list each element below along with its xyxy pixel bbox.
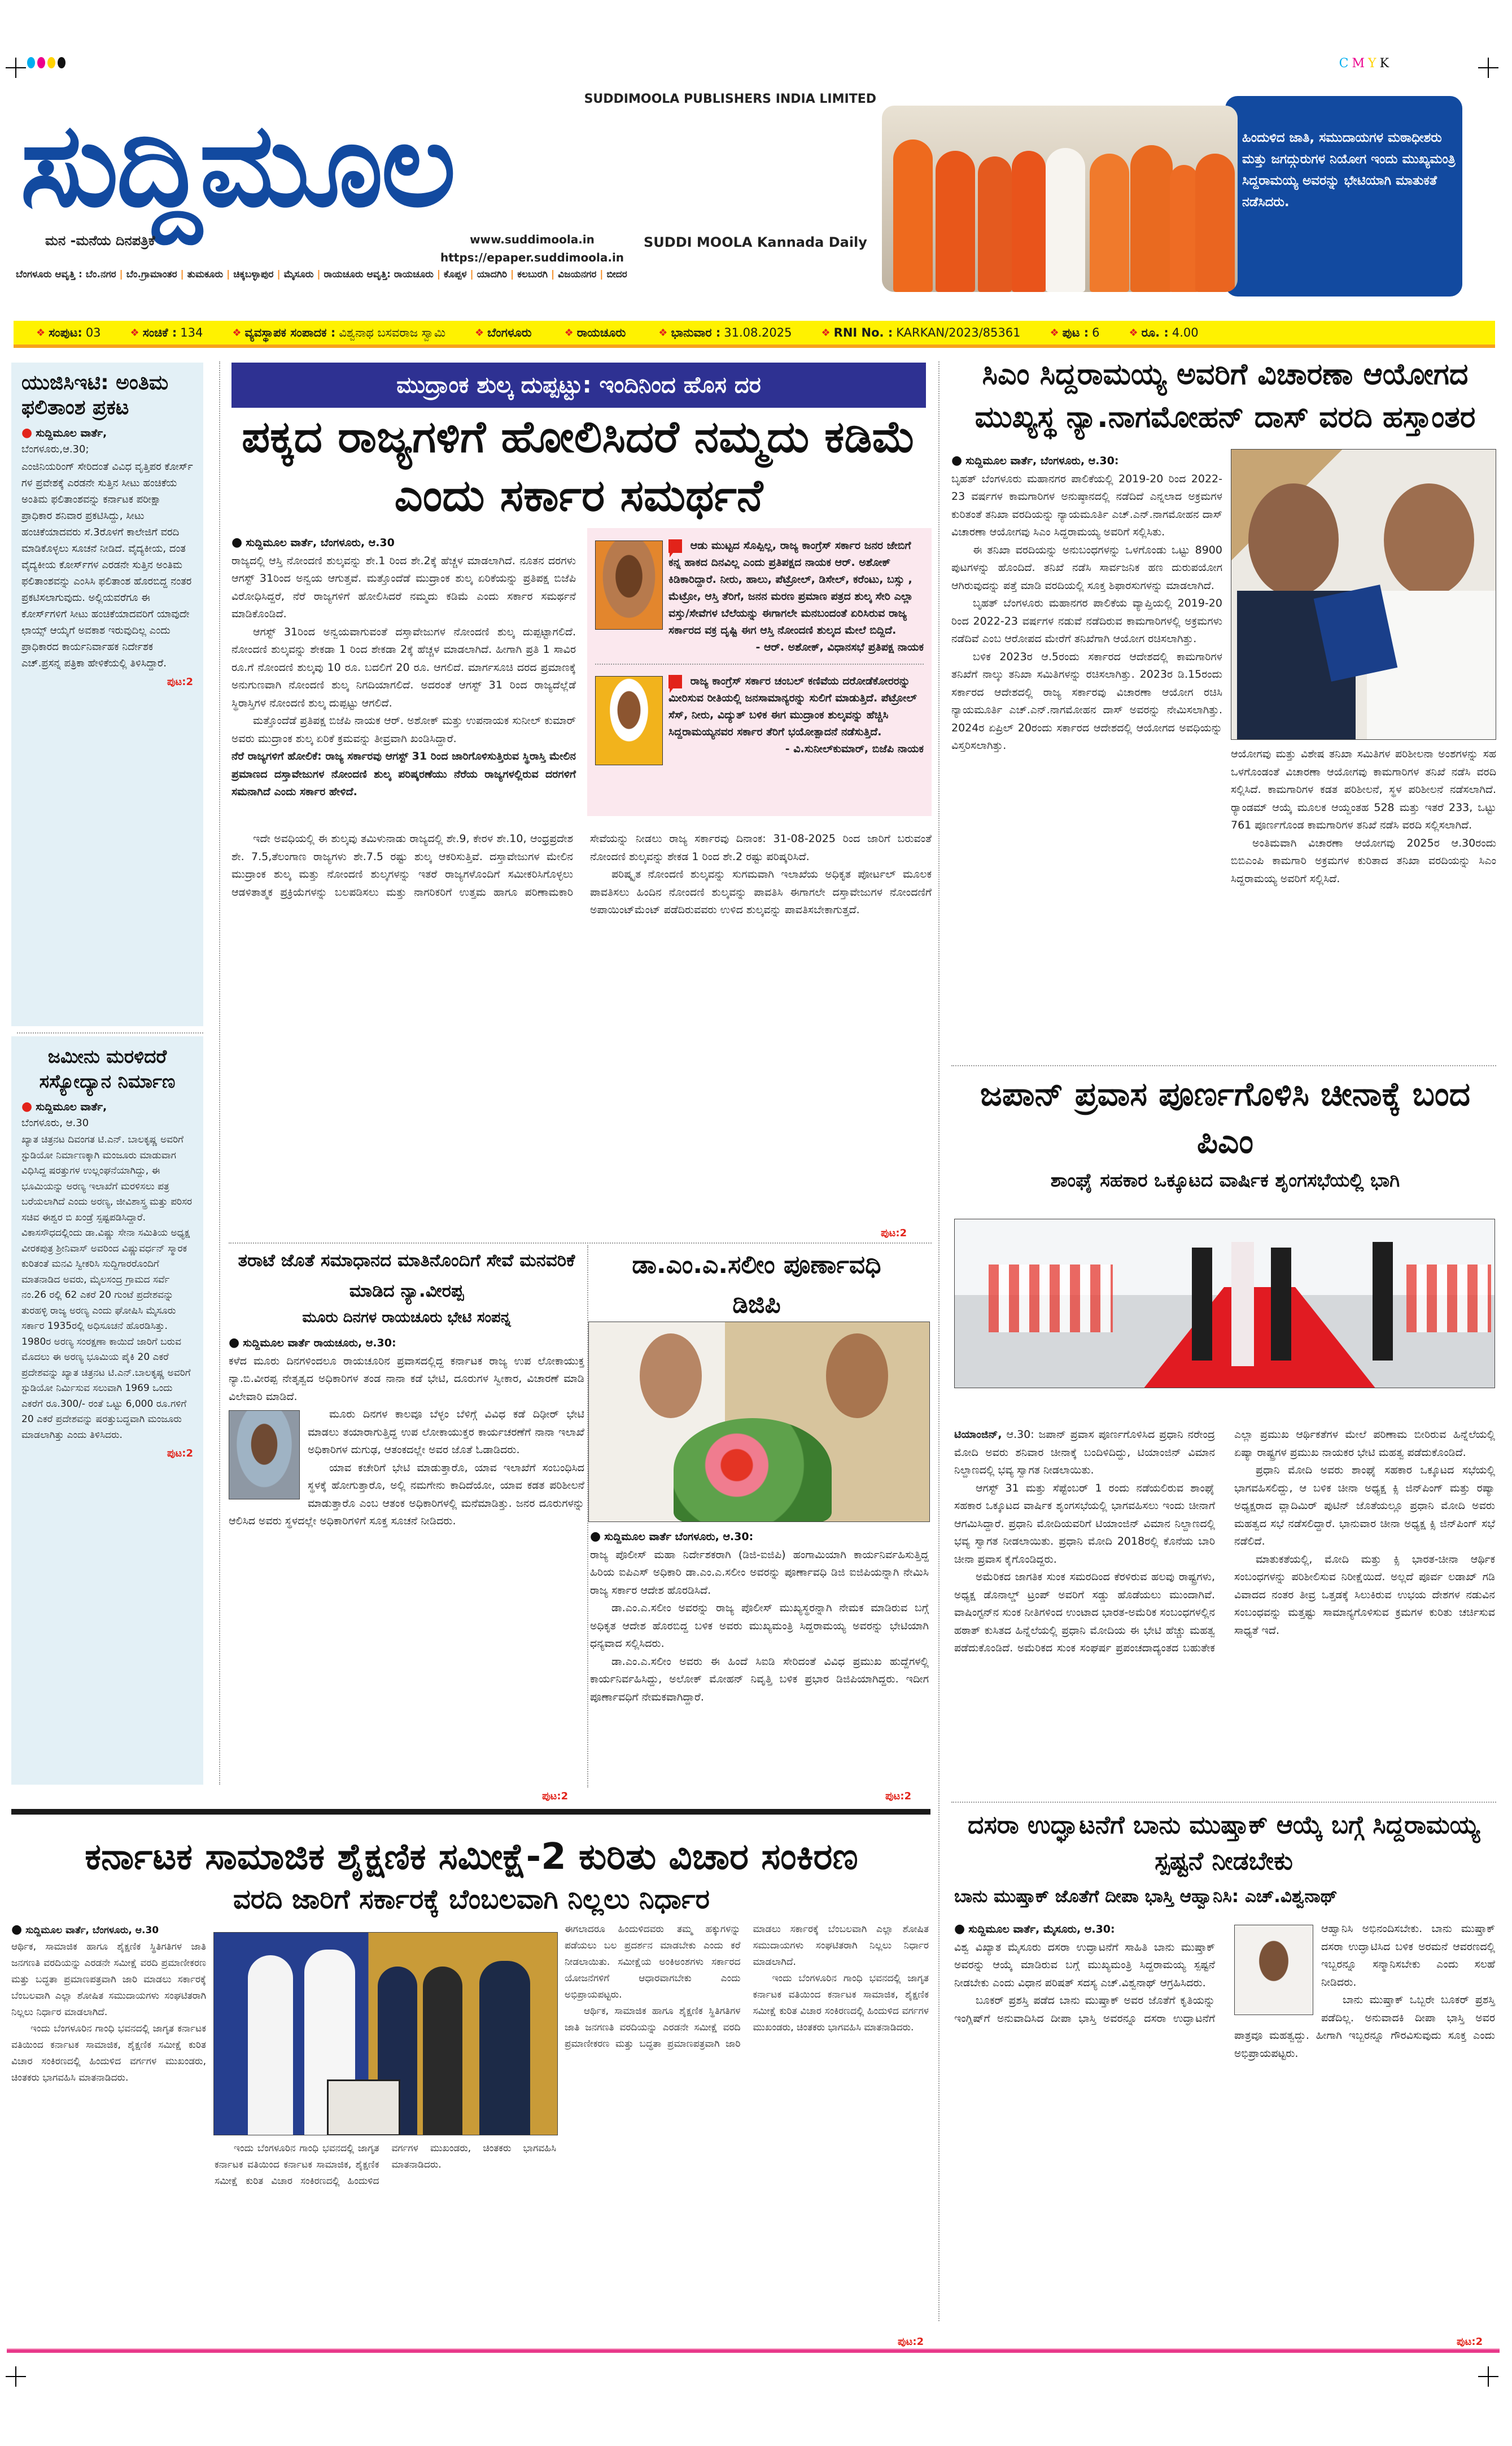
paragraph: ರಾಜ್ಯದಲ್ಲಿ ಆಸ್ತಿ ನೋಂದಣಿ ಶುಲ್ಕವನ್ನು ಶೇ.1 ರಿಂದ ಶೇ.2ಕ್ಕೆ ಹೆಚ್ಚಳ ಮಾಡಲಾಗಿದೆ. ನೂತನ ದರಗಳು ಆಗಸ್ಟ್ 31ರಿಂದ ಅನ್ವಯ ಆಗುತ್ತವೆ. ಮತ್ತೊಂದೆಡೆ ಮುದ್ರಾಂಕ ಶುಲ್ಕ ಏರಿಕೆಯನ್ನು ಪ್ರತಿಪಕ್ಷ ಬಿಜೆಪಿ ವಿರೋಧಿಸಿದ್ದರೆ, ನೆರೆ ರಾಜ್ಯಗಳಿಗೆ ಹೋಲಿಸಿದರೆ ನಮ್ಮದು ಕಡಿಮೆ ಎಂದು ಸರ್ಕಾರ ಸಮರ್ಥನೆ ಮಾಡಿಕೊಂಡಿದೆ.: [231, 554, 576, 620]
dateline: ಬೆಂಗಳೂರು,ಆ.30;: [21, 443, 89, 455]
paragraph: ಬೂಕರ್ ಪ್ರಶಸ್ತಿ ಪಡೆದ ಬಾನು ಮುಷ್ತಾಕ್ ಅವರ ಜೊತೆಗೆ ಕೃತಿಯನ್ನು ಇಂಗ್ಲಿಷ್‌ಗೆ ಅನುವಾದಿಸಿದ ದೀಪಾ ಭಾಸ್ತಿ ಅವರನ್ನೂ ದಸರಾ ಉದ್ಘಾಟನೆಗೆ ಆಹ್ವಾನಿಸಿ ಅಭಿನಂದಿಸಬೇಕು. ಬಾನು ಮುಷ್ತಾಕ್ ದಸರಾ ಉದ್ಘಾಟಿಸಿದ ಬಳಿಕ ಅರಮನೆ ಆವರಣದಲ್ಲಿ ಇಬ್ಬರನ್ನೂ ಸನ್ಮಾನಿಸಬೇಕು ಎಂದು ಸಲಹೆ ನೀಡಿದರು.: [954, 1922, 1495, 2025]
continued-link[interactable]: ಪುಟ:2: [167, 1447, 193, 1459]
paragraph: ಇದೇ ಅವಧಿಯಲ್ಲಿ ಈ ಶುಲ್ಕವು ತಮಿಳುನಾಡು ರಾಜ್ಯದಲ್ಲಿ ಶೇ.9, ಕೇರಳ ಶೇ.10, ಆಂಧ್ರಪ್ರದೇಶ ಶೇ. 7.5,ತೆಲಂಗಾಣ ರಾಜ್ಯಗಳು ಶೇ.7.5 ರಷ್ಟು ಶುಲ್ಕ ಆಕರಿಸುತ್ತಿವೆ. ದಸ್ತಾವೇಜುಗಳ ಮೇಲಿನ ಮುದ್ರಾಂಕ ಶುಲ್ಕ ಮತ್ತು ನೋಂದಣಿ ಶುಲ್ಕಗಳನ್ನು ಇತರೆ ರಾಜ್ಯಗಳೊಂದಿಗೆ ಸಮೀಕರಿಸಿಗೊಳ್ಳಲು ಆಡಳಿತಾತ್ಮಕ ಪ್ರಕ್ರಿಯೆಗಳನ್ನು ಬಲಪಡಿಸಲು ಮತ್ತು ನಾಗರಿಕರಿಗೆ ಉತ್ತಮ ಹಾಗೂ ಪರಿಣಾಮಕಾರಿ ಸೇವೆಯನ್ನು ನೀಡಲು ರಾಜ್ಯ ಸರ್ಕಾರವು ದಿನಾಂಕ: 31-08-2025 ರಿಂದ ಜಾರಿಗೆ ಬರುವಂತೆ ನೋಂದಣಿ ಶುಲ್ಕವನ್ನು ಶೇಕಡ 1 ರಿಂದ ಶೇ.2 ರಷ್ಟು ಪರಿಷ್ಕರಿಸಿದೆ.: [231, 832, 932, 899]
paragraph: ಆರ್ಥಿಕ, ಸಾಮಾಜಿಕ ಹಾಗೂ ಶೈಕ್ಷಣಿಕ ಸ್ಥಿತಿಗತಿಗಳ ಜಾತಿ ಜನಗಣತಿ ವರದಿಯನ್ನು ಎರಡನೇ ಸಮೀಕ್ಷೆ ವರದಿ ಪ್ರಮಾಣೀಕರಣ ಮತ್ತು ಬದ್ಧತಾ ಪ್ರಮಾಣಪತ್ರವಾಗಿ ಜಾರಿ ಮಾಡಲು ಸರ್ಕಾರಕ್ಕೆ ಬೆಂಬಲವಾಗಿ ಎಲ್ಲಾ ಶೋಷಿತ ಸಮುದಾಯಗಳು ಸಂಘಟಿತರಾಗಿ ನಿಲ್ಲಲು ನಿರ್ಧಾರ ಮಾಡಲಾಗಿದೆ.: [11, 1941, 206, 2018]
paragraph: ನೆರೆ ರಾಜ್ಯಗಳಿಗೆ ಹೋಲಿಕೆ: ರಾಜ್ಯ ಸರ್ಕಾರವು ಆಗಸ್ಟ್ 31 ರಿಂದ ಜಾರಿಗೊಳಿಸುತ್ತಿರುವ ಸ್ಥಿರಾಸ್ತಿ ಮೇಲಿನ ಪ್ರಮಾಣದ ದಸ್ತಾವೇಜುಗಳ ನೋಂದಣಿ ಶುಲ್ಕ ಪರಿಷ್ಕರಣೆಯು ನೆರೆಯ ರಾಜ್ಯಗಳಲ್ಲಿರುವ ದರಗಳಿಗೆ ಸಮನಾಗಿದೆ ಎಂದು ಸರ್ಕಾರ ಹೇಳಿದೆ.: [231, 750, 576, 798]
photo-justice-veerappa[interactable]: [229, 1410, 300, 1499]
ink-dot-black: [58, 57, 65, 68]
sidebar-divider: [17, 1032, 203, 1034]
info-label: RNI No. :: [833, 326, 893, 339]
ear-photo-seers-meet-cm[interactable]: [882, 106, 1238, 292]
bullet-icon: ●: [231, 535, 243, 550]
info-value: ವಿಶ್ವನಾಥ ಬಸವರಾಜ ಸ್ವಾಮಿ: [339, 325, 446, 339]
edition-separator: |: [507, 269, 518, 280]
speech-flag-icon: [668, 675, 682, 688]
diamond-bullet-icon: ❖: [232, 326, 242, 339]
paragraph: ಆಗಸ್ಟ್ 31ರಿಂದ ಅನ್ವಯವಾಗುವಂತೆ ದಸ್ತಾವೇಜುಗಳ ನೋಂದಣಿ ಶುಲ್ಕ ದುಪ್ಪಟ್ಟಾಗಲಿದೆ. ನೋಂದಣಿ ಶುಲ್ಕವನ್ನು ಶೇಕಡಾ 1 ರಿಂದ ಶೇಕಡಾ 2ಕ್ಕೆ ಹೆಚ್ಚಳ ಮಾಡಲಾಗಿದೆ. ಹೀಗಾಗಿ ಪ್ರತಿ 1 ಸಾವಿರ ರೂ.ಗೆ ನೋಂದಣಿ ಶುಲ್ಕವು 10 ರೂ. ಬದಲಿಗೆ 20 ರೂ. ಆಗಲಿದೆ. ಮಾರ್ಗಸೂಚಿ ದರದ ಪ್ರಮಾಣಕ್ಕೆ ಅನುಗುಣವಾಗಿ ನೋಂದಣಿ ಶುಲ್ಕ ನಿಗದಿಯಾಗಲಿದೆ. ಅದರಂತೆ ಆಗಸ್ಟ್ 31 ರಿಂದ ರಾಜ್ಯದೆಲ್ಲೆಡೆ ಸ್ಥಿರಾಸ್ತಿಗಳ ನೋಂದಣಿ ಶುಲ್ಕ ದುಪ್ಪಟ್ಟು ಆಗಲಿದೆ.: [231, 625, 576, 709]
section-divider: [229, 1242, 932, 1244]
sidebar-headline[interactable]: ಯುಜಿಸಿಇಟಿ: ಅಂತಿಮ ಫಲಿತಾಂಶ ಪ್ರಕಟ: [21, 371, 169, 419]
edition-item: ಕೊಪ್ಪಳ: [444, 269, 467, 280]
paragraph: ಇಂದು ಬೆಂಗಳೂರಿನ ಗಾಂಧಿ ಭವನದಲ್ಲಿ ಜಾಗೃತ ಕರ್ನಾಟಕ ವತಿಯಿಂದ ಕರ್ನಾಟಕ ಸಾಮಾಜಿಕ, ಶೈಕ್ಷಣಿಕ ಸಮೀಕ್ಷೆ ಕುರಿತ ವಿಚಾರ ಸಂಕಿರಣದಲ್ಲಿ ಹಿಂದುಳಿದ ವರ್ಗಗಳ ಮುಖಂಡರು, ಚಿಂತಕರು ಭಾಗವಹಿಸಿ ಮಾತನಾಡಿದರು.: [11, 2023, 206, 2083]
continued-link[interactable]: ಪುಟ:2: [881, 1227, 907, 1239]
edition-item: ವಿಜಯನಗರ: [558, 269, 597, 280]
photo-h-vishwanath[interactable]: [1234, 1925, 1313, 2015]
edition-item: ಮೈಸೂರು: [283, 269, 314, 280]
bullet-icon: ●: [590, 1529, 601, 1544]
paragraph: ವಿಶ್ವ ವಿಖ್ಯಾತ ಮೈಸೂರು ದಸರಾ ಉದ್ಘಾಟನೆಗೆ ಸಾಹಿತಿ ಬಾನು ಮುಷ್ತಾಕ್ ಅವರನ್ನು ಆಯ್ಕೆ ಮಾಡಿರುವ ಬಗ್ಗೆ ಮುಖ್ಯಮಂತ್ರಿ ಸಿದ್ದರಾಮಯ್ಯ ಸ್ಪಷ್ಟನೆ ನೀಡಬೇಕು ಎಂದು ವಿಧಾನ ಪರಿಷತ್ ಸದಸ್ಯ ಎಚ್.ವಿಶ್ವನಾಥ್ ಆಗ್ರಹಿಸಿದರು.: [954, 1941, 1215, 1989]
continued-link[interactable]: ಪುಟ:2: [542, 1790, 569, 1802]
veerappa-headline[interactable]: ತರಾಟೆ ಜೊತೆ ಸಮಾಧಾನದ ಮಾತಿನೊಂದಿಗೆ ಸೇವೆ ಮನವರಿಕೆ ಮಾಡಿದ ನ್ಯಾ.ವೀರಪ್ಪ: [238, 1250, 575, 1301]
website-link[interactable]: www.suddimoola.in: [470, 233, 595, 246]
info-label: ಸಂಚಿಕೆ :: [142, 325, 177, 339]
quote-divider: [595, 664, 924, 665]
lead-headline[interactable]: ಪಕ್ಕದ ರಾಜ್ಯಗಳಿಗೆ ಹೋಲಿಸಿದರೆ ನಮ್ಮದು ಕಡಿಮೆ ಎಂದು ಸರ್ಕಾರ ಸಮರ್ಥನೆ: [242, 412, 916, 521]
speech-flag-icon: [668, 539, 682, 553]
paragraph: ಮತ್ತೊಂದೆಡೆ ಪ್ರತಿಪಕ್ಷ ಬಿಜೆಪಿ ನಾಯಕ ಆರ್. ಅಶೋಕ್ ಮತ್ತು ಉಪನಾಯಕ ಸುನೀಲ್ ಕುಮಾರ್ ಅವರು ಮುದ್ರಾಂಕ ಶುಲ್ಕ ಏರಿಕೆ ಕ್ರಮವನ್ನು ತೀವ್ರವಾಗಿ ಖಂಡಿಸಿದ್ದಾರೆ.: [231, 714, 576, 745]
edition-separator: |: [466, 269, 477, 280]
continued-link[interactable]: ಪುಟ:2: [1457, 2336, 1483, 2348]
paragraph: ಇಂದು ಬೆಂಗಳೂರಿನ ಗಾಂಧಿ ಭವನದಲ್ಲಿ ಜಾಗೃತ ಕರ್ನಾಟಕ ವತಿಯಿಂದ ಕರ್ನಾಟಕ ಸಾಮಾಜಿಕ, ಶೈಕ್ಷಣಿಕ ಸಮೀಕ್ಷೆ ಕುರಿತ ವಿಚಾರ ಸಂಕಿರಣದಲ್ಲಿ ಹಿಂದುಳಿದ ವರ್ಗಗಳ ಮುಖಂಡರು, ಚಿಂತಕರು ಭಾಗವಹಿಸಿ ಮಾತನಾಡಿದರು.: [753, 1973, 929, 2033]
byline: ● ಸುದ್ದಿಮೂಲ ವಾರ್ತೆ ರಾಯಚೂರು, ಆ.30:: [229, 1336, 396, 1350]
continued-link[interactable]: ಪುಟ:2: [898, 2336, 924, 2348]
dgp-article-body: [590, 1528, 929, 1706]
info-item: [1050, 326, 1099, 340]
photo-report-handover[interactable]: [1231, 449, 1496, 740]
paragraph: ರಾಜ್ಯ ಪೊಲೀಸ್ ಮಹಾ ನಿರ್ದೇಶಕರಾಗಿ (ಡಿಜಿ-ಐಜಿಪಿ) ಹಂಗಾಮಿಯಾಗಿ ಕಾರ್ಯನಿರ್ವಹಿಸುತ್ತಿದ್ದ ಹಿರಿಯ ಐಪಿಎಸ್ ಅಧಿಕಾರಿ ಡಾ.ಎಂ.ಎ.ಸಲೀಂ ಅವರನ್ನು ಪೂರ್ಣಾವಧಿ ಡಿಜಿ ಐಜಿಪಿಯನ್ನಾಗಿ ನೇಮಿಸಿ ರಾಜ್ಯ ಸರ್ಕಾರ ಆದೇಶ ಹೊರಡಿಸಿದೆ.: [590, 1548, 929, 1597]
paragraph: ಬೃಹತ್ ಬೆಂಗಳೂರು ಮಹಾನಗರ ಪಾಲಿಕೆಯ ವ್ಯಾಪ್ತಿಯಲ್ಲಿ 2019-20 ರಿಂದ 2022-23 ವರ್ಷಗಳ ನಡುವೆ ನಡೆದಿರುವ ಕಾಮಗಾರಿಗಳಲ್ಲಿ ಅಕ್ರಮಗಳು ನಡೆದಿವೆ ಎಂಬ ಆರೋಪದ ಮೇರೆಗೆ ತನಿಖೆಗಾಗಿ ಆಯೋಗ ರಚಿಸಲಾಗಿತ್ತು.: [951, 597, 1222, 645]
photo-pm-arrives-tianjin[interactable]: [954, 1219, 1495, 1388]
survey-subhead: ವರದಿ ಜಾರಿಗೆ ಸರ್ಕಾರಕ್ಕೆ ಬೆಂಬಲವಾಗಿ ನಿಲ್ಲಲು ನಿರ್ಧಾರ: [233, 1883, 710, 1915]
paragraph: ಪರಿಷ್ಕೃತ ನೋಂದಣಿ ಶುಲ್ಕವನ್ನು ಸುಗಮವಾಗಿ ಇಲಾಖೆಯ ಅಧಿಕೃತ ಪೋರ್ಟಲ್ ಮೂಲಕ ಪಾವತಿಸಲು ಹಿಂದಿನ ನೋಂದಣಿ ಶುಲ್ಕವನ್ನು ಪಾವತಿಸಿ ಈಗಾಗಲೇ ದಸ್ತಾವೇಜುಗಳ ನೋಂದಣಿಗೆ ಅಪಾಯಿಂಟ್‌ಮೆಂಟ್ ಪಡೆದಿರುವವರು ಉಳಿದ ಶುಲ್ಕವನ್ನು ಪಾವತಿಸಬೇಕಾಗುತ್ತದೆ.: [590, 868, 932, 916]
section-divider: [951, 1802, 1496, 1803]
daily-label: SUDDI MOOLA Kannada Daily: [644, 234, 867, 250]
info-item: [658, 326, 792, 340]
diamond-bullet-icon: ❖: [821, 326, 831, 339]
tagline: ಮನ -ಮನೆಯ ದಿನಪತ್ರಿಕೆ: [45, 233, 155, 248]
registration-mark-bottom-left: [6, 2366, 26, 2387]
ink-color-dots: [27, 57, 65, 68]
paragraph: ಆರ್ಥಿಕ, ಸಾಮಾಜಿಕ ಹಾಗೂ ಶೈಕ್ಷಣಿಕ ಸ್ಥಿತಿಗತಿಗಳ ಜಾತಿ ಜನಗಣತಿ ವರದಿಯನ್ನು ಎರಡನೇ ಸಮೀಕ್ಷೆ ವರದಿ ಪ್ರಮಾಣೀಕರಣ ಮತ್ತು ಬದ್ಧತಾ ಪ್ರಮಾಣಪತ್ರವಾಗಿ ಜಾರಿ ಮಾಡಲು ಸರ್ಕಾರಕ್ಕೆ ಬೆಂಬಲವಾಗಿ ಎಲ್ಲಾ ಶೋಷಿತ ಸಮುದಾಯಗಳು ಸಂಘಟಿತರಾಗಿ ನಿಲ್ಲಲು ನಿರ್ಧಾರ ಮಾಡಲಾಗಿದೆ.: [565, 1924, 929, 2050]
ink-dot-yellow: [47, 57, 55, 68]
ear-caption: ಹಿಂದುಳಿದ ಜಾತಿ, ಸಮುದಾಯಗಳ ಮಠಾಧೀಶರು ಮತ್ತು ಜಗದ್ಗುರುಗಳ ನಿಯೋಗ ಇಂದು ಮುಖ್ಯಮಂತ್ರಿ ಸಿದ್ದರಾಮಯ್ಯ ಅವರನ್ನು ಭೇಟಿಯಾಗಿ ಮಾತುಕತೆ ನಡೆಸಿದರು.: [1242, 130, 1456, 210]
edition-item: ಬೆಂಗಳೂರು ಆವೃತ್ತಿ : ಬೆಂ.ನಗರ: [16, 269, 116, 280]
edition-separator: |: [223, 269, 234, 280]
edition-separator: |: [548, 269, 558, 280]
veerappa-article-body: [229, 1334, 584, 1531]
commission-article-body-cont: [1231, 745, 1496, 888]
edition-item: ಯಾದಗಿರಿ: [477, 269, 508, 280]
edition-info-band: [14, 321, 1495, 348]
info-item: [565, 326, 630, 340]
bullet-icon: ●: [954, 1922, 965, 1936]
diamond-bullet-icon: ❖: [1129, 326, 1138, 339]
edition-separator: |: [273, 269, 284, 280]
article-body: ಖ್ಯಾತ ಚಿತ್ರನಟ ದಿವಂಗತ ಟಿ.ಎನ್. ಬಾಲಕೃಷ್ಣ ಅವರಿಗೆ ಸ್ಟುಡಿಯೋ ನಿರ್ಮಾಣಕ್ಕಾಗಿ ಮಂಜೂರು ಮಾಡುವಾಗ ವಿಧಿಸಿದ್ದ ಷರತ್ತುಗಳ ಉಲ್ಲಂಘನೆಯಾಗಿದ್ದು, ಈ ಭೂಮಿಯನ್ನು ಅರಣ್ಯ ಇಲಾಖೆಗೆ ಮರಳಿಸಲು ಪತ್ರ ಬರೆಯಲಾಗಿದೆ ಎಂದು ಅರಣ್ಯ, ಜೀವಿಶಾಸ್ತ್ರ ಮತ್ತು ಪರಿಸರ ಸಚಿವ ಈಶ್ವರ ಬಿ ಖಂಡ್ರೆ ಸ್ಪಷ್ಟಪಡಿಸಿದ್ದಾರೆ. ವಿಕಾಸಸೌಧದಲ್ಲಿಂದು ಡಾ.ವಿಷ್ಣು ಸೇನಾ ಸಮಿತಿಯ ಅಧ್ಯಕ್ಷ ವೀರಕಪುತ್ರ ಶ್ರೀನಿವಾಸ್ ಅವರಿಂದ ವಿಷ್ಣುವರ್ಧನ್ ಸ್ಮಾರಕ ಕುರಿತಂತೆ ಮನವಿ ಸ್ವೀಕರಿಸಿ ಸುದ್ದಿಗಾರರೊಂದಿಗೆ ಮಾತನಾಡಿದ ಅವರು, ಮೈಲಸಂದ್ರ ಗ್ರಾಮದ ಸರ್ವೆ ನಂ.26 ರಲ್ಲಿ 62 ಎಕರೆ 20 ಗುಂಟೆ ಪ್ರದೇಶವನ್ನು ತುರಹಳ್ಳಿ ರಾಜ್ಯ ಅರಣ್ಯ ಎಂದು ಘೋಷಿಸಿ ಮೈಸೂರು ಸರ್ಕಾರ 1935ರಲ್ಲಿ ಅಧಿಸೂಚನೆ ಹೊರಡಿಸಿತ್ತು. 1980ರ ಅರಣ್ಯ ಸಂರಕ್ಷಣಾ ಕಾಯಿದೆ ಜಾರಿಗೆ ಬರುವ ಮೊದಲು ಈ ಅರಣ್ಯ ಭೂಮಿಯ ಪೈಕಿ 20 ಎಕರೆ ಪ್ರದೇಶವನ್ನು ಖ್ಯಾತ ಚಿತ್ರನಟ ಟಿ.ಎನ್.ಬಾಲಕೃಷ್ಣ ಅವರಿಗೆ ಸ್ಟುಡಿಯೋ ನಿರ್ಮಿಸುವ ಸಲುವಾಗಿ 1969 ಒಂದು ಎಕರೆಗೆ ರೂ.300/- ರಂತೆ ಒಟ್ಟು 6,000 ರೂ.ಗಳಿಗೆ 20 ಎಕರೆ ಪ್ರದೇಶವನ್ನು ಷರತ್ತುಬದ್ಧವಾಗಿ ಮಂಜೂರು ಮಾಡಲಾಗಿತ್ತು ಎಂದು ತಿಳಿಸಿದರು.: [21, 1134, 193, 1441]
portrait-r-ashok[interactable]: [595, 540, 663, 630]
quote-sunil-kumar: ರಾಜ್ಯ ಕಾಂಗ್ರೆಸ್ ಸರ್ಕಾರ ಚಂಬಲ್ ಕಣಿವೆಯ ದರೋಡೆಕೋರರನ್ನು ಮೀರಿಸುವ ರೀತಿಯಲ್ಲಿ ಜನಸಾಮಾನ್ಯರನ್ನು ಸುಲಿಗೆ ಮಾಡುತ್ತಿದೆ. ಪೆಟ್ರೋಲ್ ಸೆಸ್, ನೀರು, ವಿದ್ಯುತ್ ಬಳಿಕ ಈಗ ಮುದ್ರಾಂಕ ಶುಲ್ಕವನ್ನು ಹೆಚ್ಚಿಸಿ ಸಿದ್ದರಾಮಯ್ಯನವರ ಸರ್ಕಾರ ತೆರಿಗೆ ಭಯೋತ್ಪಾದನೆ ನಡೆಸುತ್ತಿದೆ. - ವಿ.ಸುನೀಲ್‌ಕುಮಾರ್, ಬಿಜೆಪಿ ನಾಯಕ: [595, 673, 924, 757]
lead-article-body-cont: [231, 830, 932, 1220]
paragraph: ಅಂತಿಮವಾಗಿ ವಿಚಾರಣಾ ಆಯೋಗವು 2025ರ ಆ.30ರಂದು ಬಿಬಿಎಂಪಿ ಕಾಮಗಾರಿ ಅಕ್ರಮಗಳ ಕುರಿತಾದ ತನಿಖಾ ವರದಿಯನ್ನು ಸಿಎಂ ಸಿದ್ದರಾಮಯ್ಯ ಅವರಿಗೆ ಸಲ್ಲಿಸಿದೆ.: [1231, 836, 1496, 885]
survey-headline[interactable]: ಕರ್ನಾಟಕ ಸಾಮಾಜಿಕ ಶೈಕ್ಷಣಿಕ ಸಮೀಕ್ಷೆ-2 ಕುರಿತು ವಿಚಾರ ಸಂಕಿರಣ: [85, 1836, 858, 1878]
info-label: ರಾಯಚೂರು: [576, 325, 626, 339]
edition-item: ಬೆಂ.ಗ್ರಾಮಾಂತರ: [126, 269, 177, 280]
info-value: 4.00: [1172, 326, 1199, 339]
paragraph: ಬೃಹತ್ ಬೆಂಗಳೂರು ಮಹಾನಗರ ಪಾಲಿಕೆಯಲ್ಲಿ 2019-20 ರಿಂದ 2022-23 ವರ್ಷಗಳ ಕಾಮಗಾರಿಗಳ ಅನುಷ್ಠಾನದಲ್ಲಿ ನಡೆದಿದೆ ಎನ್ನಲಾದ ಅಕ್ರಮಗಳ ಕುರಿತಂತೆ ತನಿಖಾ ವರದಿಯನ್ನು ನ್ಯಾಯಮೂರ್ತಿ ಎಚ್.ಎನ್.ನಾಗಮೋಹನ ದಾಸ್ ವಿಚಾರಣಾ ಆಯೋಗವು ಸಿಎಂ ಸಿದ್ದರಾಮಯ್ಯ ಅವರಿಗೆ ಸಲ್ಲಿಸಿತು.: [951, 472, 1222, 538]
registration-mark-bottom-right: [1478, 2366, 1498, 2387]
byline: ● ಸುದ್ದಿಮೂಲ ವಾರ್ತೆ,: [21, 426, 107, 440]
dateline: ಟಿಯಾಂಜಿನ್,: [954, 1428, 1002, 1441]
lead-kicker: ಮುದ್ರಾಂಕ ಶುಲ್ಕ ದುಪ್ಪಟ್ಟು: ಇಂದಿನಿಂದ ಹೊಸ ದರ: [231, 363, 926, 408]
info-value: 03: [85, 326, 101, 339]
info-label: ರೂ. :: [1141, 325, 1169, 339]
edition-separator: |: [177, 269, 187, 280]
byline: ● ಸುದ್ದಿಮೂಲ ವಾರ್ತೆ, ಬೆಂಗಳೂರು, ಆ.30: [231, 535, 395, 550]
cmyk-label: CMYK: [1339, 56, 1392, 71]
editions-line: [16, 269, 627, 280]
survey-article-body-cont: [215, 2140, 556, 2344]
newspaper-logo[interactable]: ಸುದ್ದಿಮೂಲ: [20, 98, 454, 233]
sidebar-story-land: [11, 1036, 203, 1785]
survey-article-body-right: [565, 1921, 929, 2342]
section-divider: [951, 1065, 1496, 1066]
diamond-bullet-icon: ❖: [130, 326, 139, 339]
edition-item: ತುಮಕೂರು: [187, 269, 224, 280]
paragraph: ಬಳಿಕ 2023ರ ಆ.5ರಂದು ಸರ್ಕಾರದ ಆದೇಶದಲ್ಲಿ ಕಾಮಗಾರಿಗಳ ತನಿಖೆಗೆ ನಾಲ್ಕು ತನಿಖಾ ಸಮಿತಿಗಳನ್ನು ರಚಿಸಲಾಗಿತ್ತು. 2023ರ ಡಿ.15ರಂದು ಸರ್ಕಾರದ ಆದೇಶದಲ್ಲಿ ರಾಜ್ಯ ಸರ್ಕಾರವು ವಿಚಾರಣಾ ಆಯೋಗ ರಚಿಸಿ ನ್ಯಾಯಮೂರ್ತಿ ಎಚ್.ಎನ್.ನಾಗಮೋಹನ ದಾಸ್ ಅವರನ್ನು ನೇಮಿಸಲಾಗಿತ್ತು. 2024ರ ಏಪ್ರಿಲ್ 20ರಂದು ಸರ್ಕಾರದ ಆದೇಶದಲ್ಲಿ ಆಯೋಗದ ಅವಧಿಯನ್ನು ವಿಸ್ತರಿಸಲಾಗಿತ್ತು.: [951, 650, 1222, 752]
info-label: ಸಂಪುಟ:: [49, 325, 82, 339]
edition-item: ಕಲಬುರಗಿ: [517, 269, 548, 280]
dgp-headline[interactable]: ಡಾ.ಎಂ.ಎ.ಸಲೀಂ ಪೂರ್ಣಾವಧಿ ಡಿಜಿಪಿ: [632, 1250, 881, 1319]
info-item: [232, 326, 445, 340]
paragraph: ಬಾನು ಮುಷ್ತಾಕ್ ಒಬ್ಬರೇ ಬೂಕರ್ ಪ್ರಶಸ್ತಿ ಪಡೆದಿಲ್ಲ. ಅನುವಾದಕಿ ದೀಪಾ ಭಾಸ್ತಿ ಅವರ ಪಾತ್ರವೂ ಮಹತ್ವದ್ದು. ಹೀಗಾಗಿ ಇಬ್ಬರನ್ನೂ ಗೌರವಿಸುವುದು ಸೂಕ್ತ ಎಂದು ಅಭಿಪ್ರಾಯಪಟ್ಟರು.: [1234, 1994, 1495, 2060]
ink-dot-magenta: [37, 57, 45, 68]
bullet-icon: ●: [21, 1100, 33, 1114]
commission-article-body: [951, 452, 1222, 755]
dasara-article-body: [954, 1920, 1495, 2341]
paragraph: ಅಮೆರಿಕದ ಜಾಗತಿಕ ಸುಂಕ ಸಮರದಿಂದ ಕೆರಳಿರುವ ಹಲವು ರಾಷ್ಟ್ರಗಳು, ಅಧ್ಯಕ್ಷ ಡೊನಾಲ್ಡ್ ಟ್ರಂಪ್ ಅವರಿಗೆ ಸಡ್ಡು ಹೊಡೆಯಲು ಮುಂದಾಗಿವೆ. ವಾಷಿಂಗ್ಟನ್‌ನ ಸುಂಕ ನೀತಿಗಳಿಂದ ಉಂಟಾದ ಭಾರತ-ಅಮೆರಿಕ ಸಂಬಂಧಗಳಲ್ಲಿನ ಹಠಾತ್ ಕುಸಿತದ ಹಿನ್ನೆಲೆಯಲ್ಲಿ ಪ್ರಧಾನಿ ಮೋದಿಯ ಈ ಭೇಟಿ ಹೆಚ್ಚು ಮಹತ್ವ ಪಡೆದುಕೊಂಡಿದೆ. ಅಮೆರಿಕದ ಸುಂಕ ಸಂಘರ್ಷ ಪ್ರಪಂಚದಾದ್ಯಂತದ ಬಹುತೇಕ ಎಲ್ಲಾ ಪ್ರಮುಖ ಆರ್ಥಿಕತೆಗಳ ಮೇಲೆ ಪರಿಣಾಮ ಬೀರಿರುವ ಹಿನ್ನೆಲೆಯಲ್ಲಿ ಏಷ್ಯಾ ರಾಷ್ಟ್ರಗಳ ಪ್ರಮುಖ ನಾಯಕರ ಭೇಟಿ ಮಹತ್ವ ಪಡೆದುಕೊಂಡಿದೆ.: [954, 1428, 1495, 1654]
continued-link[interactable]: ಪುಟ:2: [167, 676, 193, 688]
info-item: [1129, 326, 1199, 340]
info-label: ಬೆಂಗಳೂರು: [487, 325, 532, 339]
lead-article-body: [231, 534, 576, 801]
column-divider: [219, 361, 220, 1785]
edition-separator: |: [596, 269, 607, 280]
diamond-bullet-icon: ❖: [36, 326, 46, 339]
china-subhead: ಶಾಂಘೈ ಸಹಕಾರ ಒಕ್ಕೂಟದ ವಾರ್ಷಿಕ ಶೃಂಗಸಭೆಯಲ್ಲಿ ಭಾಗಿ: [1050, 1169, 1400, 1191]
ink-dot-cyan: [27, 57, 35, 68]
sidebar-headline[interactable]: ಜಮೀನು ಮರಳಿದರೆ ಸಸ್ಯೋದ್ಯಾನ ನಿರ್ಮಾಣ: [39, 1045, 176, 1092]
byline: ● ಸುದ್ದಿಮೂಲ ವಾರ್ತೆ, ಮೈಸೂರು, ಆ.30:: [954, 1922, 1115, 1936]
info-label: ವ್ಯವಸ್ಥಾಪಕ ಸಂಪಾದಕ :: [244, 325, 336, 339]
column-divider: [938, 361, 939, 2321]
edition-item: ಚಿಕ್ಕಬಳ್ಳಾಪುರ: [233, 269, 274, 280]
info-item: [36, 326, 101, 340]
diamond-bullet-icon: ❖: [1050, 326, 1059, 339]
diamond-bullet-icon: ❖: [564, 326, 574, 339]
info-value: 31.08.2025: [724, 326, 792, 339]
dasara-subhead: ಬಾನು ಮುಷ್ತಾಕ್ ಜೊತೆಗೆ ದೀಪಾ ಭಾಸ್ತಿ ಆಹ್ವಾನಿಸಿ: ಎಚ್.ವಿಶ್ವನಾಥ್: [954, 1886, 1338, 1907]
paragraph: ಪ್ರಧಾನಿ ಮೋದಿ ಅವರು ಶಾಂಘೈ ಸಹಕಾರ ಒಕ್ಕೂಟದ ಸಭೆಯಲ್ಲಿ ಭಾಗವಹಿಸಲಿದ್ದು, ಆ ಬಳಿಕ ಚೀನಾ ಅಧ್ಯಕ್ಷ ಕ್ಸಿ ಜಿನ್‌ಪಿಂಗ್ ಮತ್ತು ರಷ್ಯಾ ಅಧ್ಯಕ್ಷರಾದ ವ್ಲಾದಿಮಿರ್ ಪುಟಿನ್ ಜೊತೆಯಲ್ಲೂ ಪ್ರಧಾನಿ ಮೋದಿ ಅವರು ಮಹತ್ವದ ಸಭೆ ನಡೆಸಲಿದ್ದಾರೆ. ಭಾನುವಾರ ಚೀನಾ ಅಧ್ಯಕ್ಷ ಕ್ಸಿ ಜಿನ್‌ಪಿಂಗ್ ಸಭೆ ನಡೆಲಿದೆ.: [1234, 1464, 1495, 1547]
bullet-icon: ●: [229, 1336, 240, 1350]
edition-separator: |: [116, 269, 126, 280]
paragraph: ಮಾತುಕತೆಯಲ್ಲಿ, ಮೋದಿ ಮತ್ತು ಕ್ಸಿ ಭಾರತ-ಚೀನಾ ಆರ್ಥಿಕ ಸಂಬಂಧಗಳನ್ನು ಪರಿಶೀಲಿಸುವ ನಿರೀಕ್ಷೆಯಿದೆ. ಅಲ್ಲದೆ ಪೂರ್ವ ಲಡಾಖ್ ಗಡಿ ವಿವಾದದ ನಂತರ ತೀವ್ರ ಒತ್ತಡಕ್ಕೆ ಸಿಲುಕಿರುವ ಉಭಯ ದೇಶಗಳ ನಡುವಿನ ಸಂಬಂಧವನ್ನು ಮತ್ತಷ್ಟು ಸಾಮಾನ್ಯಗೊಳಿಸುವ ಕ್ರಮಗಳ ಕುರಿತು ಚರ್ಚಿಸುವ ಸಾಧ್ಯತೆ ಇದೆ.: [1234, 1553, 1495, 1637]
epaper-link[interactable]: https://epaper.suddimoola.in: [440, 251, 624, 264]
photo-survey-seminar[interactable]: [213, 1932, 558, 2135]
edition-separator: |: [433, 269, 444, 280]
footer-rule: [7, 2348, 1500, 2353]
quote-attribution: - ಆರ್. ಅಶೋಕ್, ವಿಧಾನಸಭೆ ಪ್ರತಿಪಕ್ಷ ನಾಯಕ: [755, 641, 924, 653]
china-article-body: [954, 1426, 1495, 1796]
opposition-quotes-box: [587, 528, 932, 816]
bullet-icon: ●: [11, 1922, 23, 1937]
edition-item: ರಾಯಚೂರು ಆವೃತ್ತಿ: ರಾಯಚೂರು: [324, 269, 434, 280]
info-label: ಪುಟ :: [1062, 325, 1089, 339]
section-rule: [11, 1809, 930, 1815]
dasara-headline[interactable]: ದಸರಾ ಉದ್ಘಾಟನೆಗೆ ಬಾನು ಮುಷ್ತಾಕ್ ಆಯ್ಕೆ ಬಗ್ಗೆ ಸಿದ್ದರಾಮಯ್ಯ ಸ್ಪಷ್ಟನೆ ನೀಡಬೇಕು: [968, 1811, 1480, 1876]
info-label: ಭಾನುವಾರ :: [671, 325, 721, 339]
veerappa-subhead: ಮೂರು ದಿನಗಳ ರಾಯಚೂರು ಭೇಟಿ ಸಂಪನ್ನ: [302, 1309, 511, 1326]
edition-separator: |: [313, 269, 324, 280]
paragraph: ಟಿಯಾಂಜಿನ್, ಆ.30: ಜಪಾನ್ ಪ್ರವಾಸ ಪೂರ್ಣಗೊಳಿಸಿದ ಪ್ರಧಾನಿ ನರೇಂದ್ರ ಮೋದಿ ಅವರು ಶನಿವಾರ ಚೀನಾಕ್ಕೆ ಬಂದಿಳಿದಿದ್ದು, ಟಿಯಾಂಜಿನ್ ವಿಮಾನ ನಿಲ್ದಾಣದಲ್ಲಿ ಭವ್ಯ ಸ್ವಾಗತ ನೀಡಲಾಯಿತು.: [954, 1428, 1215, 1476]
quote-ashok: ಆಡು ಮುಟ್ಟದ ಸೊಪ್ಪಿಲ್ಲ, ರಾಜ್ಯ ಕಾಂಗ್ರೆಸ್ ಸರ್ಕಾರ ಜನರ ಜೇಬಿಗೆ ಕನ್ನ ಹಾಕದ ದಿನವಿಲ್ಲ ಎಂದು ಪ್ರತಿಪಕ್ಷದ ನಾಯಕ ಆರ್. ಅಶೋಕ್ ಕಿಡಿಕಾರಿದ್ದಾರೆ. ನೀರು, ಹಾಲು, ಪೆಟ್ರೋಲ್, ಡಿಸೇಲ್, ಕರೆಂಟು, ಬಸ್ಸು , ಮೆಟ್ರೋ, ಆಸ್ತಿ ತೆರಿಗೆ, ಜನನ ಮರಣ ಪ್ರಮಾಣ ಪತ್ರದ ಶುಲ್ಕ ಸೇರಿ ಎಲ್ಲಾ ವಸ್ತು/ಸೇವೆಗಳ ಬೆಲೆಯನ್ನು ಈಗಾಗಲೇ ಮನಬಂದಂತೆ ಏರಿಸಿರುವ ರಾಜ್ಯ ಸರ್ಕಾರದ ವಕ್ರ ದೃಷ್ಟಿ ಈಗ ಆಸ್ತಿ ನೋಂದಣಿ ಶುಲ್ಕದ ಮೇಲೆ ಬಿದ್ದಿದೆ. - ಆರ್. ಅಶೋಕ್, ವಿಧಾನಸಭೆ ಪ್ರತಿಪಕ್ಷ ನಾಯಕ: [595, 537, 924, 656]
paragraph: ಡಾ.ಎಂ.ಎ.ಸಲೀಂ ಅವರನ್ನು ರಾಜ್ಯ ಪೊಲೀಸ್ ಮುಖ್ಯಸ್ಥರನ್ನಾಗಿ ನೇಮಕ ಮಾಡಿರುವ ಬಗ್ಗೆ ಅಧಿಕೃತ ಆದೇಶ ಹೊರಬಿದ್ದ ಬಳಿಕ ಅವರು ಮುಖ್ಯಮಂತ್ರಿ ಸಿದ್ದರಾಮಯ್ಯ ಅವರನ್ನು ಭೇಟಿಯಾಗಿ ಧನ್ಯವಾದ ಸಲ್ಲಿಸಿದರು.: [590, 1602, 929, 1650]
paragraph: ಈ ತನಿಖಾ ವರದಿಯನ್ನು ಅನುಬಂಧಗಳನ್ನು ಒಳಗೊಂಡು ಒಟ್ಟು 8900 ಪುಟಗಳನ್ನು ಹೊಂದಿದೆ. ತನಿಖೆ ನಡೆಸಿ ಸಾರ್ವಜನಿಕ ಹಣ ದುರುಪಯೋಗ ಆಗಿರುವುದನ್ನು ಪತ್ತೆ ಮಾಡಿ ವರದಿಯಲ್ಲಿ ಸೂಕ್ತ ಶಿಫಾರಸುಗಳನ್ನು ಮಾಡಲಾಗಿದೆ.: [951, 543, 1222, 592]
diamond-bullet-icon: ❖: [475, 326, 484, 339]
photo-dgp-salim-with-cm[interactable]: [588, 1322, 930, 1522]
paragraph: ಇಂದು ಬೆಂಗಳೂರಿನ ಗಾಂಧಿ ಭವನದಲ್ಲಿ ಜಾಗೃತ ಕರ್ನಾಟಕ ವತಿಯಿಂದ ಕರ್ನಾಟಕ ಸಾಮಾಜಿಕ, ಶೈಕ್ಷಣಿಕ ಸಮೀಕ್ಷೆ ಕುರಿತ ವಿಚಾರ ಸಂಕಿರಣದಲ್ಲಿ ಹಿಂದುಳಿದ ವರ್ಗಗಳ ಮುಖಂಡರು, ಚಿಂತಕರು ಭಾಗವಹಿಸಿ ಮಾತನಾಡಿದರು.: [215, 2143, 556, 2187]
info-item: [821, 326, 1021, 339]
website-links: [440, 230, 624, 267]
info-item: [130, 326, 203, 340]
continued-link[interactable]: ಪುಟ:2: [885, 1790, 912, 1802]
info-value: 134: [180, 326, 203, 339]
bullet-icon: ●: [21, 426, 33, 440]
registration-mark-top-right: [1478, 58, 1498, 78]
paragraph: ಆಯೋಗವು ಮತ್ತು ವಿಶೇಷ ತನಿಖಾ ಸಮಿತಿಗಳ ಪರಿಶೀಲನಾ ಅಂಶಗಳನ್ನು ಸಹ ಒಳಗೊಂಡಂತೆ ವಿಚಾರಣಾ ಆಯೋಗವು ಕಾಮಗಾರಿಗಳ ತನಿಖೆ ನಡೆಸಿ ವರದಿ ಸಲ್ಲಿಸಿದೆ. ಕಾಮಗಾರಿಗಳ ಕಡತ ಪರಿಶೀಲನೆ, ಸ್ಥಳ ಪರಿಶೀಲನೆ ನಡೆಸಲಾಗಿದೆ. ರ‍್ಯಾಂಡಮ್ ಆಯ್ಕೆ ಮೂಲಕ ಆಯ್ದಂತಹ 528 ಮತ್ತು ಇತರೆ 233, ಒಟ್ಟು 761 ಪೂರ್ಣಗೊಂಡ ಕಾಮಗಾರಿಗಳ ತನಿಖೆ ನಡೆಸಿ ವರದಿ ಸಲ್ಲಿಸಲಾಗಿದೆ.: [1231, 748, 1496, 831]
paragraph: ಯಾವ ಕಚೇರಿಗೆ ಭೇಟಿ ಮಾಡುತ್ತಾರೊ, ಯಾವ ಇಲಾಖೆಗೆ ಸಂಬಂಧಿಸಿದ ಸ್ಥಳಕ್ಕೆ ಹೋಗುತ್ತಾರೊ, ಅಲ್ಲಿ ನಮಗೇನು ಕಾದಿದೆಯೋ, ಯಾವ ಕಡತ ಪರಿಶೀಲನೆ ಮಾಡುತ್ತಾರೊ ಎಂಬ ಆತಂಕ ಅಧಿಕಾರಿಗಳಲ್ಲಿ ಮನೆಮಾಡಿತ್ತು. ಜನರ ದೂರುಗಳನ್ನು ಆಲಿಸಿದ ಅವರು ಸ್ಥಳದಲ್ಲೇ ಅಧಿಕಾರಿಗಳಿಗೆ ಸೂಕ್ತ ಸೂಚನೆ ನೀಡಿದರು.: [229, 1461, 584, 1527]
survey-article-body: [11, 1921, 206, 2086]
quote-attribution: - ವಿ.ಸುನೀಲ್‌ಕುಮಾರ್, ಬಿಜೆಪಿ ನಾಯಕ: [785, 743, 924, 755]
article-body: ಎಂಜಿನಿಯರಿಂಗ್ ಸೇರಿದಂತೆ ವಿವಿಧ ವೃತ್ತಿಪರ ಕೋರ್ಸ್ ಗಳ ಪ್ರವೇಶಕ್ಕೆ ಎರಡನೇ ಸುತ್ತಿನ ಸೀಟು ಹಂಚಿಕೆಯ ಅಂತಿಮ ಫಲಿತಾಂಶವನ್ನು ಕರ್ನಾಟಕ ಪರೀಕ್ಷಾ ಪ್ರಾಧಿಕಾರ ಶನಿವಾರ ಪ್ರಕಟಿಸಿದ್ದು, ಸೀಟು ಹಂಚಿಕೆಯಾದವರು ಸೆ.3ರೊಳಗೆ ಕಾಲೇಜಿಗೆ ವರದಿ ಮಾಡಿಕೊಳ್ಳಲು ಸೂಚನೆ ನೀಡಿದೆ. ವೈದ್ಯಕೀಯ, ದಂತ ವೈದ್ಯಕೀಯ ಕೋರ್ಸ್‌ಗಳ ಎರಡನೇ ಸುತ್ತಿನ ಅಂತಿಮ ಫಲಿತಾಂಶವನ್ನು ಎಂಸಿಸಿ ಫಲಿತಾಂಶ ಹೊರಬಿದ್ದ ನಂತರ ಪ್ರಕಟಿಸಲಾಗುವುದು. ಅಲ್ಲಿಯವರೆಗೂ ಈ ಕೋರ್ಸ್‌ಗಳಿಗೆ ಸೀಟು ಹಂಚಿಕೆಯಾದವರಿಗೆ ಯಾವುದೇ ಛಾಯ್ಸ್ ಆಯ್ಕೆಗೆ ಅವಕಾಶ ಇರುವುದಿಲ್ಲ ಎಂದು ಪ್ರಾಧಿಕಾರದ ಕಾರ್ಯನಿರ್ವಾಹಕ ನಿರ್ದೇಶಕ ಎಚ್.ಪ್ರಸನ್ನ ಪತ್ರಿಕಾ ಹೇಳಿಕೆಯಲ್ಲಿ ತಿಳಿಸಿದ್ದಾರೆ.: [21, 461, 193, 669]
paragraph: ಈಗಲಾದರೂ ಹಿಂದುಳಿದವರು ತಮ್ಮ ಹಕ್ಕುಗಳನ್ನು ಪಡೆಯಲು ಬಲ ಪ್ರದರ್ಶನ ಮಾಡಬೇಕು ಎಂದು ಕರೆ ನೀಡಲಾಯಿತು. ಸಮೀಕ್ಷೆಯ ಅಂಕಿಅಂಶಗಳು ಸರ್ಕಾರದ ಯೋಜನೆಗಳಿಗೆ ಆಧಾರವಾಗಬೇಕು ಎಂದು ಅಭಿಪ್ರಾಯಪಟ್ಟರು.: [565, 1924, 741, 2000]
registration-mark-top-left: [6, 58, 26, 78]
china-headline[interactable]: ಜಪಾನ್ ಪ್ರವಾಸ ಪೂರ್ಣಗೊಳಿಸಿ ಚೀನಾಕ್ಕೆ ಬಂದ ಪಿಎಂ: [980, 1075, 1471, 1161]
publisher-name: SUDDIMOOLA PUBLISHERS INDIA LIMITED: [584, 92, 876, 106]
info-value: KARKAN/2023/85361: [896, 326, 1021, 339]
dateline: ಬೆಂಗಳೂರು, ಆ.30: [21, 1117, 89, 1129]
byline: ● ಸುದ್ದಿಮೂಲ ವಾರ್ತೆ, ಬೆಂಗಳೂರು, ಆ.30: [11, 1922, 159, 1937]
commission-headline[interactable]: ಸಿಎಂ ಸಿದ್ದರಾಮಯ್ಯ ಅವರಿಗೆ ವಿಚಾರಣಾ ಆಯೋಗದ ಮುಖ್ಯಸ್ಥ ನ್ಯಾ.ನಾಗಮೋಹನ್ ದಾಸ್ ವರದಿ ಹಸ್ತಾಂತರ: [975, 357, 1476, 434]
byline: ● ಸುದ್ದಿಮೂಲ ವಾರ್ತೆ, ಬೆಂಗಳೂರು, ಆ.30:: [951, 454, 1119, 468]
paragraph: ಕಳೆದ ಮೂರು ದಿನಗಳಿಂದಲೂ ರಾಯಚೂರಿನ ಪ್ರವಾಸದಲ್ಲಿದ್ದ ಕರ್ನಾಟಕ ರಾಜ್ಯ ಉಪ ಲೋಕಾಯುಕ್ತ ನ್ಯಾ.ಬಿ.ವೀರಪ್ಪ ನೇತೃತ್ವದ ಅಧಿಕಾರಿಗಳ ತಂಡ ನಾನಾ ಕಡೆ ಭೇಟಿ, ದೂರುಗಳ ಸ್ವೀಕಾರ, ವಿಚಾರಣೆ ಮಾಡಿ ವಿಲೇವಾರಿ ಮಾಡಿದೆ.: [229, 1354, 584, 1403]
portrait-sunil-kumar[interactable]: [595, 676, 663, 765]
paragraph: ಆಗಸ್ಟ್ 31 ಮತ್ತು ಸೆಪ್ಟೆಂಬರ್ 1 ರಂದು ನಡೆಯಲಿರುವ ಶಾಂಘೈ ಸಹಕಾರ ಒಕ್ಕೂಟದ ವಾರ್ಷಿಕ ಶೃಂಗಸಭೆಯಲ್ಲಿ ಭಾಗವಹಿಸಲು ಇಂದು ಚೀನಾಗೆ ಆಗಮಿಸಿದ್ದಾರೆ. ಪ್ರಧಾನಿ ಮೋದಿಯವರಿಗೆ ಟಿಯಾಂಜಿನ್ ವಿಮಾನ ನಿಲ್ದಾಣದಲ್ಲಿ ಭವ್ಯ ಸ್ವಾಗತ ನೀಡಲಾಯಿತು. ಪ್ರಧಾನಿ ಮೋದಿ 2018ರಲ್ಲಿ ಕೊನೆಯ ಬಾರಿ ಚೀನಾ ಪ್ರವಾಸ ಕೈಗೊಂಡಿದ್ದರು.: [954, 1481, 1215, 1566]
edition-item: ಬೀದರ: [606, 269, 627, 280]
sidebar-story-ugcet: [11, 363, 203, 1026]
bullet-icon: ●: [951, 454, 963, 468]
info-value: 6: [1092, 326, 1100, 339]
paragraph: ಮೂರು ದಿನಗಳ ಕಾಲವೂ ಬೆಳ್ಳಂ ಬೆಳಿಗ್ಗೆ ವಿವಿಧ ಕಡೆ ದಿಢೀರ್ ಭೇಟಿ ಮಾಡಲು ತಯಾರಾಗುತ್ತಿದ್ದ ಉಪ ಲೋಕಾಯುಕ್ತರ ಕಾರ್ಯಚರಣೆಗೆ ನಾನಾ ಇಲಾಖೆ ಅಧಿಕಾರಿಗಳ ದುಗುಢ, ಆತಂಕದಲ್ಲೇ ಅವರ ಜೊತೆ ಓಡಾಡಿದರು.: [308, 1408, 584, 1456]
byline: ● ಸುದ್ದಿಮೂಲ ವಾರ್ತೆ ಬೆಂಗಳೂರು, ಆ.30:: [590, 1529, 754, 1544]
diamond-bullet-icon: ❖: [658, 326, 668, 339]
byline: ● ಸುದ್ದಿಮೂಲ ವಾರ್ತೆ,: [21, 1100, 107, 1114]
info-item: [475, 326, 535, 340]
paragraph: ಡಾ.ಎಂ.ಎ.ಸಲೀಂ ಅವರು ಈ ಹಿಂದೆ ಸಿಐಡಿ ಸೇರಿದಂತೆ ವಿವಿಧ ಪ್ರಮುಖ ಹುದ್ದೆಗಳಲ್ಲಿ ಕಾರ್ಯನಿರ್ವಹಿಸಿದ್ದು, ಅಲೋಕ್ ಮೋಹನ್ ನಿವೃತ್ತಿ ಬಳಿಕ ಪ್ರಭಾರ ಡಿಜಿಪಿಯಾಗಿದ್ದರು. ಇದೀಗ ಪೂರ್ಣಾವಧಿಗೆ ನೇಮಕವಾಗಿದ್ದಾರೆ.: [590, 1655, 929, 1703]
